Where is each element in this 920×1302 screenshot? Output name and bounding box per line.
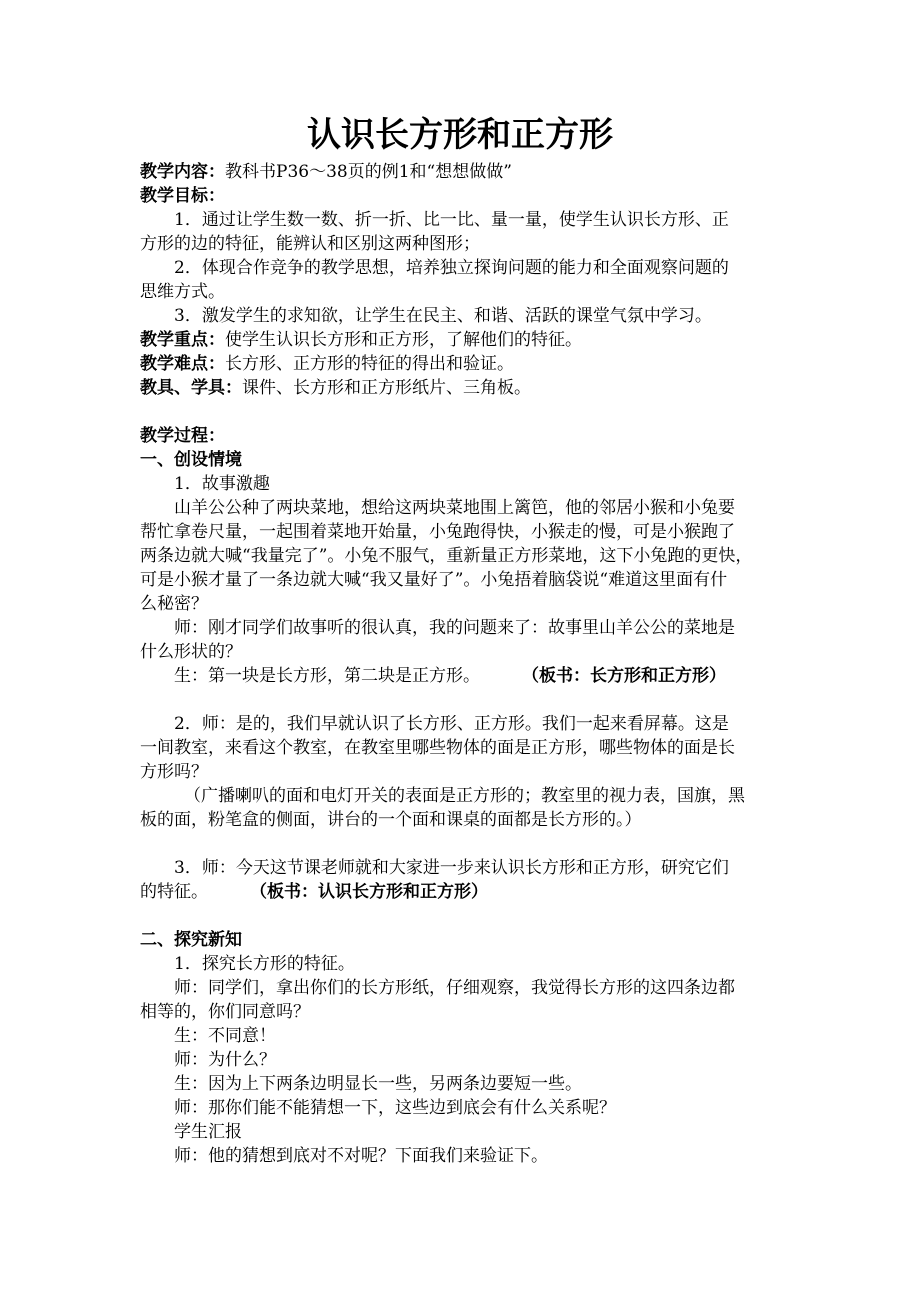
student-answer-text: 生：第一块是长方形，第二块是正方形。: [174, 666, 480, 686]
goal-2-line-1: 2．体现合作竞争的教学思想，培养独立探询问题的能力和全面观察问题的: [174, 258, 729, 278]
difficulty-label: 教学难点：: [140, 354, 225, 374]
student-answer-line: [140, 664, 800, 688]
goal-3-line: 3．激发学生的求知欲，让学生在民主、和谐、活跃的课堂气氛中学习。: [174, 306, 712, 326]
teaching-process-line: [140, 424, 800, 448]
tools-line: [140, 376, 800, 400]
goal-2-line-2: 思维方式。: [140, 282, 225, 302]
key-point-line: [140, 328, 800, 352]
dialogue-1-line-2: 相等的，你们同意吗？: [140, 1002, 310, 1022]
section-1-item-1: 1．故事激趣: [174, 474, 270, 494]
dialogue-3: 师：为什么？: [174, 1050, 276, 1070]
section-1-item-2-line-1: 2．师：是的，我们早就认识了长方形、正方形。我们一起来看屏幕。这是: [174, 714, 729, 734]
spacer: [140, 904, 800, 928]
dialogue-1-line-1: 师：同学们，拿出你们的长方形纸，仔细观察，我觉得长方形的这四条边都: [174, 978, 735, 998]
key-point-text: 使学生认识长方形和正方形，了解他们的特征。: [225, 330, 582, 350]
section-1-item-3-line-1: 3．师：今天这节课老师就和大家进一步来认识长方形和正方形，研究它们: [174, 858, 729, 878]
teaching-goals-line: [140, 184, 800, 208]
section-1-item-3-text: 的特征。: [140, 882, 208, 902]
dialogue-7: 师：他的猜想到底对不对呢？下面我们来验证下。: [174, 1146, 548, 1166]
document-title: 认识长方形和正方形: [307, 115, 613, 155]
key-point-label: 教学重点：: [140, 330, 225, 350]
spacer: [140, 832, 800, 856]
dialogue-4: 生：因为上下两条边明显长一些，另两条边要短一些。: [174, 1074, 582, 1094]
note-line-1: （广播喇叭的面和电灯开关的表面是正方形的；教室里的视力表，国旗，黑: [184, 786, 745, 806]
story-line-5: 么秘密？: [140, 594, 208, 614]
goal-1-line-2: 方形的边的特征，能辨认和区别这两种图形；: [140, 234, 480, 254]
difficulty-line: [140, 352, 800, 376]
story-line-2: 帮忙拿卷尺量，一起围着菜地开始量，小兔跑得快，小猴走的慢，可是小猴跑了: [140, 522, 735, 542]
teacher-question-line-2: 什么形状的？: [140, 642, 242, 662]
dialogue-6: 学生汇报: [174, 1122, 242, 1142]
teacher-question-line-1: 师：刚才同学们故事听的很认真，我的问题来了：故事里山羊公公的菜地是: [174, 618, 735, 638]
section-1-item-3-line-2: [140, 880, 800, 904]
board-note-2: （板书：认识长方形和正方形）: [250, 882, 488, 902]
teaching-content-text: 教科书P36～38页的例1和“想想做做”: [225, 162, 512, 182]
story-line-3: 两条边就大喊“我量完了”。小兔不服气，重新量正方形菜地，这下小兔跑的更快，: [140, 546, 753, 566]
section-1-item-2-line-2: 一间教室，来看这个教室，在教室里哪些物体的面是正方形，哪些物体的面是长: [140, 738, 735, 758]
teaching-goals-label: 教学目标：: [140, 186, 225, 206]
section-2-item-1: 1．探究长方形的特征。: [174, 954, 355, 974]
dialogue-2: 生：不同意！: [174, 1026, 276, 1046]
document-body: [140, 160, 800, 1168]
tools-label: 教具、学具：: [140, 378, 242, 398]
dialogue-5: 师：那你们能不能猜想一下，这些边到底会有什么关系呢？: [174, 1098, 616, 1118]
spacer: [140, 688, 800, 712]
board-note-1: （板书：长方形和正方形）: [522, 666, 726, 686]
note-line-2: 板的面，粉笔盒的侧面，讲台的一个面和课桌的面都是长方形的。）: [140, 810, 642, 830]
teaching-content-line: [140, 160, 800, 184]
teaching-process-label: 教学过程：: [140, 426, 225, 446]
tools-text: 课件、长方形和正方形纸片、三角板。: [242, 378, 531, 398]
story-line-4: 可是小猴才量了一条边就大喊“我又量好了”。小兔捂着脑袋说“难道这里面有什: [140, 570, 728, 590]
section-2-heading: 二、探究新知: [140, 930, 242, 950]
section-1-item-2-line-3: 方形吗？: [140, 762, 208, 782]
spacer: [140, 400, 800, 424]
goal-1-line-1: 1．通过让学生数一数、折一折、比一比、量一量，使学生认识长方形、正: [174, 210, 729, 230]
section-1-heading: 一、创设情境: [140, 450, 242, 470]
story-line-1: 山羊公公种了两块菜地，想给这两块菜地围上篱笆，他的邻居小猴和小兔要: [174, 498, 735, 518]
teaching-content-label: 教学内容：: [140, 162, 225, 182]
difficulty-text: 长方形、正方形的特征的得出和验证。: [225, 354, 514, 374]
